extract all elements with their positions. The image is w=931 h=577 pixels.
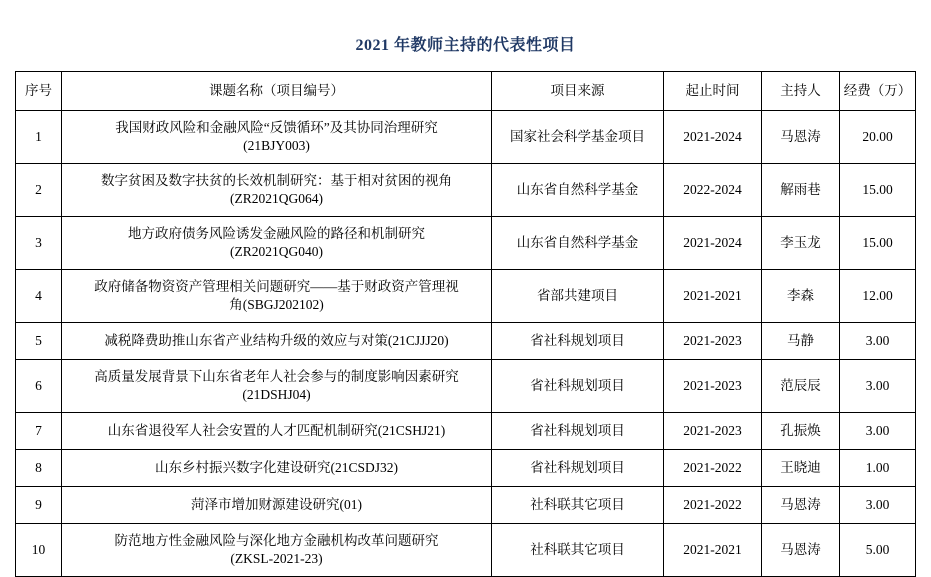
cell-funding: 15.00 xyxy=(840,164,916,217)
table-row xyxy=(16,413,916,450)
cell-name-line2: (ZR2021QG064) xyxy=(230,191,323,206)
cell-name xyxy=(62,360,492,413)
cell-period: 2021-2022 xyxy=(664,450,762,487)
cell-host: 马静 xyxy=(762,323,840,360)
column-header-period: 起止时间 xyxy=(664,72,762,111)
representative-projects-table xyxy=(15,71,916,577)
cell-host: 李玉龙 xyxy=(762,217,840,270)
cell-host: 解雨巷 xyxy=(762,164,840,217)
table-row xyxy=(16,323,916,360)
cell-source: 省社科规划项目 xyxy=(492,450,664,487)
cell-index: 5 xyxy=(16,323,62,360)
cell-period: 2022-2024 xyxy=(664,164,762,217)
cell-funding: 3.00 xyxy=(840,323,916,360)
cell-period: 2021-2021 xyxy=(664,270,762,323)
cell-host: 马恩涛 xyxy=(762,524,840,577)
cell-source: 省社科规划项目 xyxy=(492,323,664,360)
cell-period: 2021-2024 xyxy=(664,217,762,270)
cell-name xyxy=(62,487,492,524)
cell-name-line1: 政府储备物资资产管理相关问题研究——基于财政资产管理视 xyxy=(94,278,459,294)
table-row xyxy=(16,360,916,413)
column-header-funding: 经费（万） xyxy=(840,72,916,111)
table-row xyxy=(16,164,916,217)
column-header-name: 课题名称（项目编号） xyxy=(62,72,492,111)
cell-period: 2021-2023 xyxy=(664,323,762,360)
cell-name xyxy=(62,111,492,164)
cell-host: 孔振焕 xyxy=(762,413,840,450)
cell-period: 2021-2023 xyxy=(664,413,762,450)
cell-period: 2021-2022 xyxy=(664,487,762,524)
cell-name-line1: 菏泽市增加财源建设研究(01) xyxy=(191,496,362,512)
cell-source: 国家社会科学基金项目 xyxy=(492,111,664,164)
cell-name xyxy=(62,413,492,450)
cell-name xyxy=(62,450,492,487)
cell-funding: 3.00 xyxy=(840,360,916,413)
column-header-index: 序号 xyxy=(16,72,62,111)
cell-index: 7 xyxy=(16,413,62,450)
cell-host: 王晓迪 xyxy=(762,450,840,487)
cell-source: 山东省自然科学基金 xyxy=(492,164,664,217)
cell-index: 3 xyxy=(16,217,62,270)
page-title: 2021 年教师主持的代表性项目 xyxy=(355,37,576,54)
cell-funding: 20.00 xyxy=(840,111,916,164)
cell-name-line1: 山东省退役军人社会安置的人才匹配机制研究(21CSHJ21) xyxy=(107,422,446,438)
cell-host: 马恩涛 xyxy=(762,111,840,164)
cell-name xyxy=(62,217,492,270)
cell-name-line2: (ZKSL-2021-23) xyxy=(230,551,323,566)
cell-name-line2: 角(SBGJ202102) xyxy=(229,297,324,312)
cell-name-line1: 我国财政风险和金融风险“反馈循环”及其协同治理研究 xyxy=(115,119,438,135)
document-page xyxy=(0,32,931,566)
cell-name-line1: 地方政府债务风险诱发金融风险的路径和机制研究 xyxy=(128,225,425,241)
cell-host: 马恩涛 xyxy=(762,487,840,524)
cell-funding: 5.00 xyxy=(840,524,916,577)
table-row xyxy=(16,270,916,323)
cell-name-line1: 数字贫困及数字扶贫的长效机制研究：基于相对贫困的视角 xyxy=(101,172,452,188)
cell-source: 社科联其它项目 xyxy=(492,487,664,524)
cell-index: 6 xyxy=(16,360,62,413)
cell-funding: 3.00 xyxy=(840,487,916,524)
cell-source: 省社科规划项目 xyxy=(492,360,664,413)
cell-index: 2 xyxy=(16,164,62,217)
cell-name xyxy=(62,164,492,217)
cell-name xyxy=(62,524,492,577)
cell-name-line1: 山东乡村振兴数字化建设研究(21CSDJ32) xyxy=(154,459,398,475)
cell-name-line1: 高质量发展背景下山东省老年人社会参与的制度影响因素研究 xyxy=(94,368,459,384)
cell-index: 4 xyxy=(16,270,62,323)
table-row xyxy=(16,450,916,487)
cell-index: 10 xyxy=(16,524,62,577)
table-row xyxy=(16,111,916,164)
table-header-row xyxy=(16,72,916,111)
cell-name-line2: (21DSHJ04) xyxy=(242,387,311,402)
cell-funding: 1.00 xyxy=(840,450,916,487)
column-header-host: 主持人 xyxy=(762,72,840,111)
cell-source: 山东省自然科学基金 xyxy=(492,217,664,270)
cell-name-line1: 减税降费助推山东省产业结构升级的效应与对策(21CJJJ20) xyxy=(104,332,449,348)
cell-period: 2021-2024 xyxy=(664,111,762,164)
cell-index: 1 xyxy=(16,111,62,164)
cell-funding: 15.00 xyxy=(840,217,916,270)
cell-name xyxy=(62,323,492,360)
cell-funding: 3.00 xyxy=(840,413,916,450)
cell-name xyxy=(62,270,492,323)
cell-name-line2: (21BJY003) xyxy=(243,138,310,153)
cell-period: 2021-2021 xyxy=(664,524,762,577)
cell-index: 9 xyxy=(16,487,62,524)
cell-name-line1: 防范地方性金融风险与深化地方金融机构改革问题研究 xyxy=(114,532,439,548)
cell-source: 省部共建项目 xyxy=(492,270,664,323)
table-row xyxy=(16,217,916,270)
column-header-source: 项目来源 xyxy=(492,72,664,111)
cell-host: 李森 xyxy=(762,270,840,323)
table-row xyxy=(16,524,916,577)
table-row xyxy=(16,487,916,524)
cell-host: 范辰辰 xyxy=(762,360,840,413)
cell-source: 省社科规划项目 xyxy=(492,413,664,450)
cell-period: 2021-2023 xyxy=(664,360,762,413)
cell-name-line2: (ZR2021QG040) xyxy=(230,244,323,259)
cell-source: 社科联其它项目 xyxy=(492,524,664,577)
cell-index: 8 xyxy=(16,450,62,487)
cell-funding: 12.00 xyxy=(840,270,916,323)
